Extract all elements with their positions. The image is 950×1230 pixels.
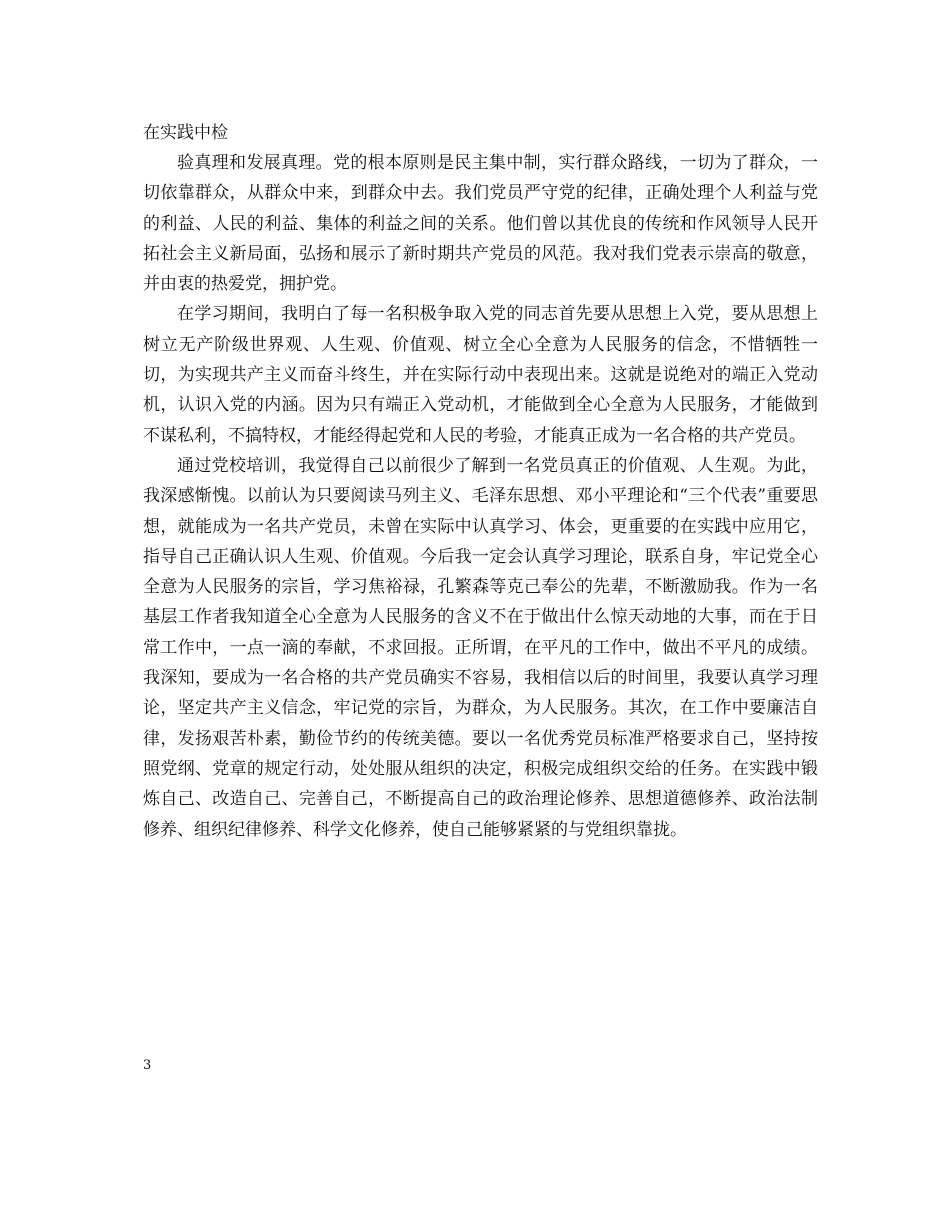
lead-line: 在实践中检 [143, 123, 228, 143]
paragraph-3: 通过党校培训，我觉得自己以前很少了解到一名党员真正的价值观、人生观。为此，我深感惭愧。以前认为只要阅读马列主义、毛泽东思想、邓小平理论和“三个代表”重要思想，就能成为一名共产党员，未曾在实际中认真学习、体会，更重要的在实践中应用它，指导自己正确认识人生观、价值观。今后我一定会认真学习理论，联系自身，牢记党全心全意为人民服务的宗旨，学习焦裕禄，孔繁森等克己奉公的先辈，不断激励我。作为一名基层工作者我知道全心全意为人民服务的含义不在于做出什么惊天动地的大事，而在于日常工作中，一点一滴的奉献，不求回报。正所谓，在平凡的工作中，做出不平凡的成绩。 我深知，要成为一名合格的共产党员确实不容易，我相信以后的时间里，我要认真学习理论，坚定共产主义信念，牢记党的宗旨，为群众，为人民服务。其次，在工作中要廉洁自律，发扬艰苦朴素，勤俭节约的传统美德。要以一名优秀党员标准严格要求自己，坚持按照党纲、党章的规定行动，处处服从组织的决定，积极完成组织交给的任务。在实践中锻炼自己、改造自己、完善自己，不断提高自己的政治理论修养、思想道德修养、政治法制修养、组织纪律修养、科学文化修养，使自己能够紧紧的与党组织靠拢。 [143, 455, 818, 840]
page-number: 3 [143, 1058, 152, 1073]
paragraph-2: 在学习期间，我明白了每一名积极争取入党的同志首先要从思想上入党，要从思想上树立无产阶级世界观、人生观、价值观、树立全心全意为人民服务的信念，不惜牺牲一切，为实现共产主义而奋斗终生，并在实际行动中表现出来。这就是说绝对的端正入党动机，认识入党的内涵。因为只有端正入党动机，才能做到全心全意为人民服务，才能做到不谋私利，不搞特权，才能经得起党和人民的考验，才能真正成为一名合格的共产党员。 [143, 304, 818, 446]
paragraph-1: 验真理和发展真理。党的根本原则是民主集中制，实行群众路线，一切为了群众，一切依靠群众，从群众中来，到群众中去。我们党员严守党的纪律，正确处理个人利益与党的利益、人民的利益、集体的利益之间的关系。他们曾以其优良的传统和作风领导人民开拓社会主义新局面，弘扬和展示了新时期共产党员的风范。我对我们党表示崇高的敬意，并由衷的热爱党，拥护党。 [143, 153, 818, 295]
document-body [143, 118, 818, 845]
